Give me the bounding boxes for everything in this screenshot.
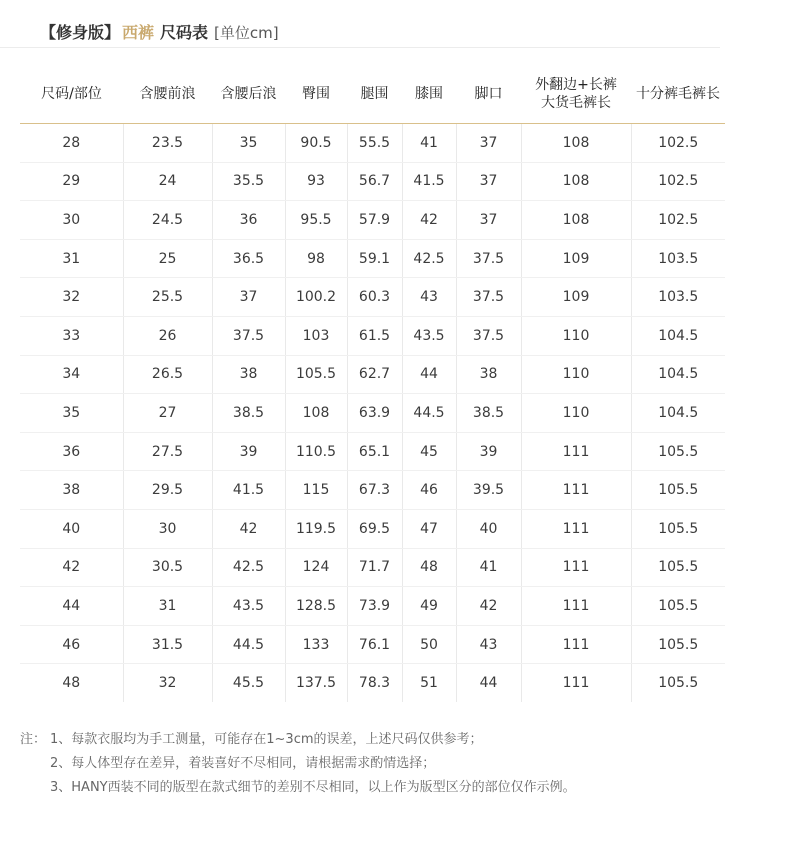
- table-cell: 109: [521, 239, 631, 278]
- page-title: [40, 20, 279, 43]
- table-cell: 115: [285, 471, 347, 510]
- table-cell: 108: [521, 124, 631, 163]
- table-cell: 37.5: [456, 239, 521, 278]
- table-cell: 37: [456, 162, 521, 201]
- table-cell: 46: [20, 625, 123, 664]
- table-cell: 59.1: [347, 239, 402, 278]
- column-header: [285, 64, 347, 124]
- table-cell: 36.5: [212, 239, 285, 278]
- table-cell: 102.5: [631, 201, 725, 240]
- table-cell: 105.5: [631, 471, 725, 510]
- table-cell: 111: [521, 587, 631, 626]
- table-cell: 55.5: [347, 124, 402, 163]
- table-cell: 45.5: [212, 664, 285, 702]
- notes-section: [20, 728, 576, 800]
- table-row: [20, 162, 725, 201]
- column-header-label: 脚口: [474, 85, 503, 102]
- table-cell: 108: [521, 162, 631, 201]
- table-cell: 69.5: [347, 509, 402, 548]
- table-cell: 67.3: [347, 471, 402, 510]
- table-row: [20, 432, 725, 471]
- table-cell: 25: [123, 239, 212, 278]
- table-cell: 102.5: [631, 124, 725, 163]
- table-cell: 35: [212, 124, 285, 163]
- table-cell: 105.5: [285, 355, 347, 394]
- column-header-label: 臀围: [302, 85, 330, 102]
- table-cell: 44: [20, 587, 123, 626]
- table-cell: 40: [20, 509, 123, 548]
- table-cell: 47: [402, 509, 456, 548]
- table-cell: 103.5: [631, 278, 725, 317]
- table-cell: 104.5: [631, 316, 725, 355]
- table-cell: 34: [20, 355, 123, 394]
- table-cell: 27.5: [123, 432, 212, 471]
- table-cell: 24.5: [123, 201, 212, 240]
- table-cell: 105.5: [631, 587, 725, 626]
- table-row: [20, 471, 725, 510]
- table-cell: 42: [20, 548, 123, 587]
- column-header-label: 腿围: [360, 85, 389, 102]
- note-text: 1、每款衣服均为手工测量，可能存在1~3cm的误差，上述尺码仅供参考；: [50, 732, 483, 747]
- table-cell: 44: [402, 355, 456, 394]
- table-cell: 51: [402, 664, 456, 702]
- table-cell: 124: [285, 548, 347, 587]
- table-row: [20, 201, 725, 240]
- table-cell: 38: [456, 355, 521, 394]
- table-cell: 30: [20, 201, 123, 240]
- table-cell: 41: [456, 548, 521, 587]
- table-row: [20, 625, 725, 664]
- table-cell: 111: [521, 548, 631, 587]
- table-cell: 36: [212, 201, 285, 240]
- table-cell: 63.9: [347, 394, 402, 433]
- column-header-label: 含腰后浪: [220, 85, 277, 102]
- table-cell: 109: [521, 278, 631, 317]
- table-cell: 44.5: [402, 394, 456, 433]
- notes-label: 注：: [20, 732, 47, 747]
- table-cell: 43.5: [212, 587, 285, 626]
- table-cell: 26.5: [123, 355, 212, 394]
- size-table: [20, 64, 725, 702]
- table-cell: 110: [521, 316, 631, 355]
- table-cell: 44.5: [212, 625, 285, 664]
- table-cell: 37.5: [212, 316, 285, 355]
- table-row: [20, 124, 725, 163]
- table-cell: 39: [212, 432, 285, 471]
- note-item: [20, 728, 576, 752]
- table-header-row: [20, 64, 725, 124]
- table-row: [20, 316, 725, 355]
- table-cell: 26: [123, 316, 212, 355]
- table-cell: 108: [285, 394, 347, 433]
- table-cell: 41.5: [402, 162, 456, 201]
- table-cell: 61.5: [347, 316, 402, 355]
- table-cell: 100.2: [285, 278, 347, 317]
- table-cell: 32: [20, 278, 123, 317]
- table-cell: 37: [456, 124, 521, 163]
- table-cell: 104.5: [631, 394, 725, 433]
- title-category: 西裤: [122, 23, 155, 42]
- column-header-label: 尺码/部位: [41, 85, 102, 102]
- table-row: [20, 509, 725, 548]
- table-cell: 42: [212, 509, 285, 548]
- table-cell: 111: [521, 509, 631, 548]
- table-cell: 24: [123, 162, 212, 201]
- table-cell: 78.3: [347, 664, 402, 702]
- note-item: [20, 752, 576, 776]
- table-body: [20, 124, 725, 702]
- column-header: [123, 64, 212, 124]
- column-header-label: 外翻边+长裤: [535, 76, 617, 93]
- table-cell: 110: [521, 394, 631, 433]
- table-cell: 38: [20, 471, 123, 510]
- note-text: 2、每人体型存在差异，着装喜好不尽相同，请根据需求酌情选择；: [50, 756, 436, 771]
- table-cell: 43: [402, 278, 456, 317]
- column-header-label: 含腰前浪: [139, 85, 196, 102]
- table-cell: 62.7: [347, 355, 402, 394]
- column-header: [521, 64, 631, 124]
- table-cell: 41: [402, 124, 456, 163]
- table-cell: 39: [456, 432, 521, 471]
- table-cell: 111: [521, 471, 631, 510]
- table-cell: 35: [20, 394, 123, 433]
- table-cell: 31: [20, 239, 123, 278]
- table-row: [20, 548, 725, 587]
- table-cell: 37.5: [456, 316, 521, 355]
- table-cell: 37.5: [456, 278, 521, 317]
- table-cell: 44: [456, 664, 521, 702]
- table-cell: 25.5: [123, 278, 212, 317]
- table-cell: 37: [212, 278, 285, 317]
- table-cell: 38.5: [212, 394, 285, 433]
- table-row: [20, 394, 725, 433]
- table-cell: 41.5: [212, 471, 285, 510]
- table-cell: 48: [62, 675, 81, 692]
- title-unit: [单位cm]: [214, 24, 279, 42]
- table-cell: 37: [456, 201, 521, 240]
- table-cell: 27: [123, 394, 212, 433]
- table-cell: 42: [402, 201, 456, 240]
- table-cell: 48: [402, 548, 456, 587]
- column-header: [20, 64, 123, 124]
- column-header-label-2: 大货毛裤长: [541, 94, 611, 111]
- table-cell: 98: [285, 239, 347, 278]
- table-cell: 35.5: [212, 162, 285, 201]
- table-cell: 49: [402, 587, 456, 626]
- column-header-label: 十分裤毛裤长: [636, 85, 720, 102]
- table-cell: 42.5: [402, 239, 456, 278]
- table-row: [20, 239, 725, 278]
- table-cell: 102.5: [631, 162, 725, 201]
- note-item: [20, 776, 576, 800]
- table-cell: 56.7: [347, 162, 402, 201]
- column-header: [631, 64, 725, 124]
- table-cell: 73.9: [347, 587, 402, 626]
- table-cell: 103: [285, 316, 347, 355]
- table-cell: 95.5: [285, 201, 347, 240]
- table-cell: 119.5: [285, 509, 347, 548]
- table-row: [20, 355, 725, 394]
- table-cell: 43.5: [402, 316, 456, 355]
- table-cell: 76.1: [347, 625, 402, 664]
- column-header-label: 膝围: [415, 85, 443, 102]
- table-cell: 103.5: [631, 239, 725, 278]
- table-row: [20, 278, 725, 317]
- table-cell: 105.5: [631, 625, 725, 664]
- table-cell: 50: [402, 625, 456, 664]
- table-cell: 128.5: [285, 587, 347, 626]
- table-cell: 42: [456, 587, 521, 626]
- table-cell: 111: [521, 432, 631, 471]
- table-cell: 40: [456, 509, 521, 548]
- table-cell: 31: [123, 587, 212, 626]
- table-cell: 46: [402, 471, 456, 510]
- table-cell: 23.5: [123, 124, 212, 163]
- table-cell: 111: [521, 625, 631, 664]
- table-cell: 39.5: [456, 471, 521, 510]
- table-cell: 110: [521, 355, 631, 394]
- table-cell: 93: [285, 162, 347, 201]
- table-cell: 30: [123, 509, 212, 548]
- table-cell: 38.5: [456, 394, 521, 433]
- title-chart-name: 尺码表: [160, 23, 209, 42]
- column-header: [456, 64, 521, 124]
- column-header: [402, 64, 456, 124]
- table-cell: 104.5: [631, 355, 725, 394]
- table-cell: 29.5: [123, 471, 212, 510]
- table-cell: 30.5: [123, 548, 212, 587]
- table-cell: 105.5: [631, 664, 725, 702]
- table-cell: 38: [212, 355, 285, 394]
- table-cell: 31.5: [123, 625, 212, 664]
- table-row: [20, 587, 725, 626]
- table-cell: 29: [20, 162, 123, 201]
- column-header: [212, 64, 285, 124]
- table-cell: 105.5: [631, 432, 725, 471]
- table-cell: 111: [521, 664, 631, 702]
- table-cell: 60.3: [347, 278, 402, 317]
- table-cell: 108: [521, 201, 631, 240]
- table-cell: 42.5: [212, 548, 285, 587]
- table-cell: 65.1: [347, 432, 402, 471]
- title-divider: [0, 47, 720, 48]
- table-cell: 90.5: [285, 124, 347, 163]
- table-cell: 33: [20, 316, 123, 355]
- table-cell: 105.5: [631, 509, 725, 548]
- table-cell: 71.7: [347, 548, 402, 587]
- table-cell: 57.9: [347, 201, 402, 240]
- table-cell: 36: [20, 432, 123, 471]
- table-cell: 137.5: [285, 664, 347, 702]
- table-cell: 110.5: [285, 432, 347, 471]
- table-cell: 133: [285, 625, 347, 664]
- title-prefix: 【修身版】: [40, 23, 121, 42]
- table-cell: 28: [20, 124, 123, 163]
- table-cell: 45: [402, 432, 456, 471]
- table-cell: 43: [456, 625, 521, 664]
- column-header: [347, 64, 402, 124]
- table-cell: 105.5: [631, 548, 725, 587]
- table-row: [20, 664, 725, 702]
- note-text: 3、HANY西装不同的版型在款式细节的差别不尽相同，以上作为版型区分的部位仅作示例。: [50, 780, 576, 795]
- table-cell: 32: [123, 664, 212, 702]
